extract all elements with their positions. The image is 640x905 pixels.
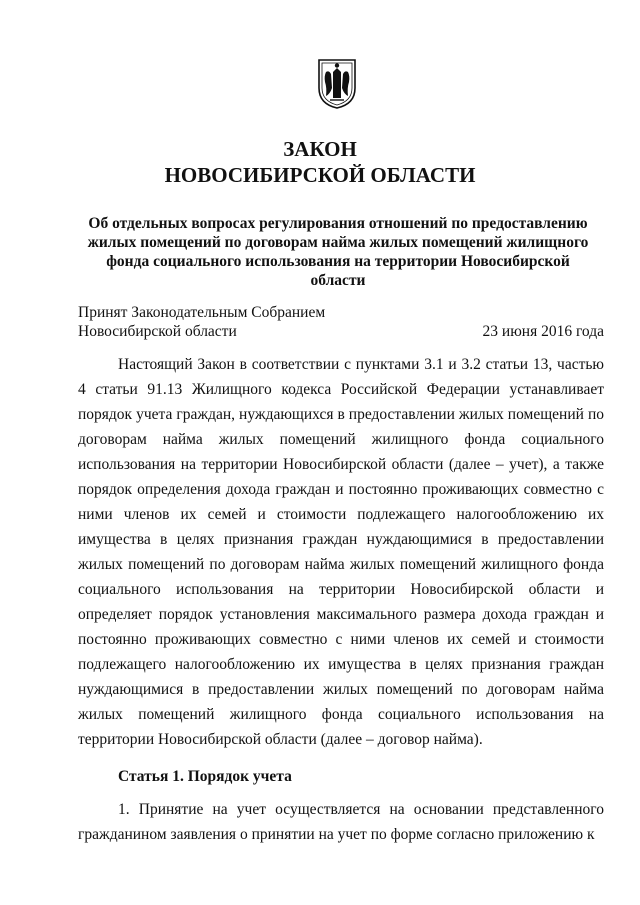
document-title-line1: ЗАКОН — [283, 137, 357, 161]
adoption-date: 23 июня 2016 года — [482, 323, 604, 340]
article-heading: Статья 1. Порядок учета — [118, 768, 292, 785]
adoption-line2: Новосибирской области — [78, 323, 237, 340]
article-paragraph: 1. Принятие на учет осуществляется на основании представленного гражданином заявления о принятии на учет по форме согласно приложению к — [78, 801, 604, 843]
document-title-line2: НОВОСИБИРСКОЙ ОБЛАСТИ — [164, 163, 476, 187]
adoption-line1: Принят Законодательным Собранием — [78, 304, 326, 321]
adoption-block — [78, 303, 604, 341]
document-subtitle: Об отдельных вопросах регулирования отношений по предоставлению жилых помещений по договорам найма жилых помещений жилищного фонда социального использования на территории Новосибирской области — [87, 215, 589, 289]
coat-of-arms-icon — [316, 58, 358, 110]
preamble-paragraph: Настоящий Закон в соответствии с пунктами 3.1 и 3.2 статьи 13, частью 4 статьи 91.13 Жилищного кодекса Российской Федерации устанавливает порядок учета граждан, нуждающихся в предоставлении жилых помещений по договорам найма жилых помещений жилищного фонда социального использования на территории Новосибирской области (далее – учет), а также порядок определения дохода граждан и постоянно проживающих совместно с ними членов их семей и стоимости подлежащего налогообложению их имущества в целях признания граждан нуждающимися в предоставлении жилых помещений по договорам найма жилых помещений жилищного фонда социального использования на территории Новосибирской области и определяет порядок установления максимального размера дохода граждан и постоянно проживающих совместно с ними членов их семей и стоимости подлежащего налогообложению их имущества в целях признания граждан нуждающимися в предоставлении жилых помещений по договорам найма жилых помещений жилищного фонда социального использования на территории Новосибирской области (далее – договор найма). — [78, 356, 604, 748]
